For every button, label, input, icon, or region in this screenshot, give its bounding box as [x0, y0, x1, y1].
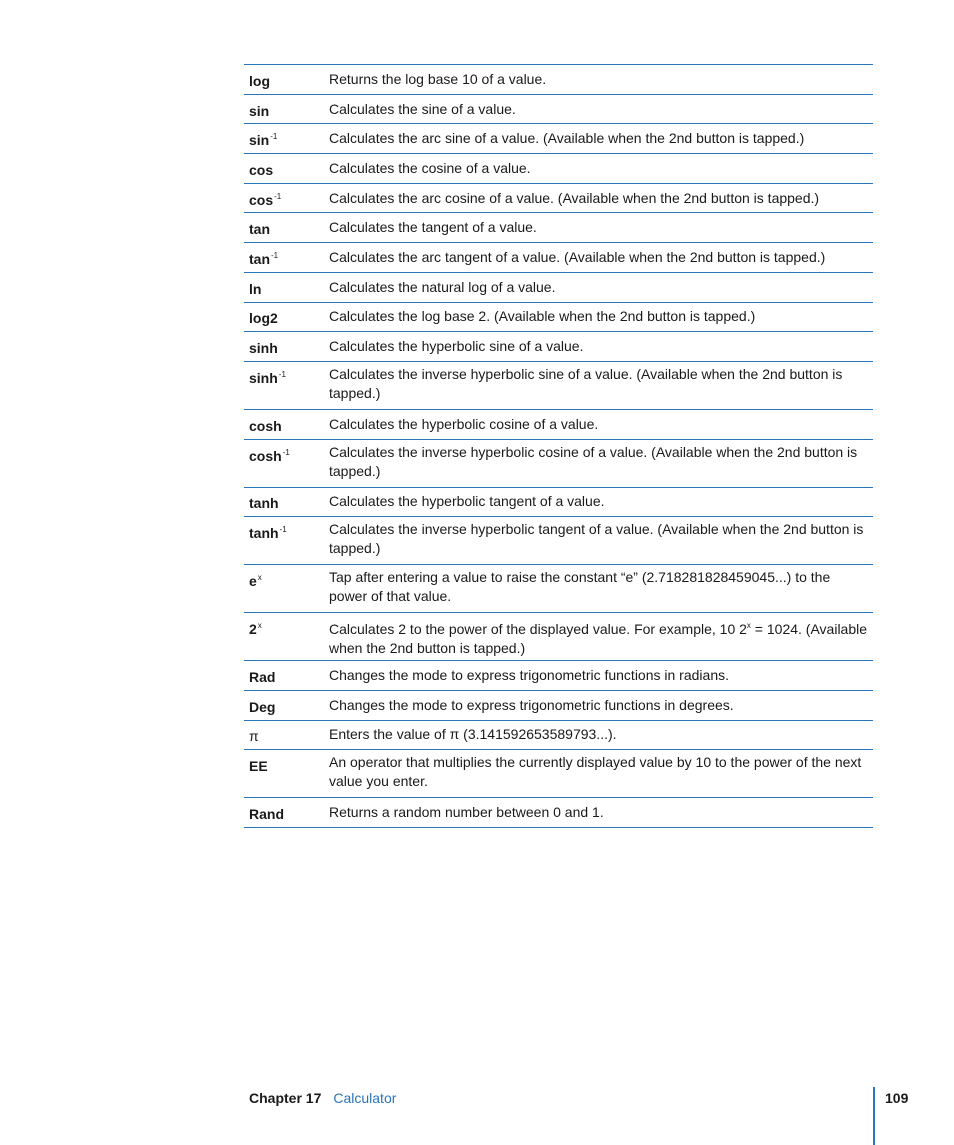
- function-key: 2$^x$: [249, 621, 262, 638]
- function-description: Calculates the cosine of a value.: [329, 159, 531, 176]
- function-description: Calculates the arc sine of a value. (Available when the 2nd button is tapped.): [329, 130, 805, 147]
- function-description: Changes the mode to express trigonometric functions in degrees.: [329, 696, 734, 713]
- table-row: [244, 613, 873, 661]
- function-key: tanh: [249, 495, 279, 512]
- function-key: log: [249, 72, 270, 89]
- page-number: 109: [885, 1090, 909, 1106]
- table-row: [244, 798, 873, 828]
- function-key: cosh: [249, 417, 282, 434]
- function-key: $e^x$: [249, 573, 262, 590]
- function-key: ln: [249, 280, 262, 297]
- function-description: Enters the value of π (3.141592653589793...).: [329, 726, 617, 743]
- function-description: Returns a random number between 0 and 1.: [329, 804, 604, 821]
- page-number-rule: [873, 1087, 875, 1145]
- page-footer: [249, 1089, 396, 1107]
- function-description: Calculates the tangent of a value.: [329, 219, 537, 236]
- table-row: [244, 750, 873, 798]
- function-key: $\tan^{-1}$: [249, 250, 279, 267]
- table-row: [244, 184, 873, 214]
- function-description: Tap after entering a value to raise the constant “e” (2.718281828459045...) to the power of that value.: [329, 569, 831, 605]
- table-row: [244, 303, 873, 333]
- table-row: [244, 517, 873, 565]
- function-description: Calculates the hyperbolic sine of a value.: [329, 338, 584, 355]
- function-description: Calculates the arc cosine of a value. (Available when the 2nd button is tapped.): [329, 189, 820, 206]
- table-row: [244, 488, 873, 518]
- function-description: Calculates the hyperbolic cosine of a value.: [329, 415, 599, 432]
- function-key: $\sinh^{-1}$: [249, 369, 286, 386]
- table-row: [244, 273, 873, 303]
- function-description: Calculates the log base 2. (Available when the 2nd button is tapped.): [329, 308, 756, 325]
- function-description: Calculates the inverse hyperbolic cosine of a value. (Available when the 2nd button is tapped.): [329, 443, 858, 479]
- function-key: tan: [249, 221, 270, 238]
- table-row: [244, 565, 873, 613]
- function-description: Calculates the hyperbolic tangent of a value.: [329, 493, 605, 510]
- table-row: [244, 95, 873, 125]
- function-key: EE: [249, 758, 268, 775]
- function-description: Returns the log base 10 of a value.: [329, 70, 547, 87]
- table-row: [244, 124, 873, 154]
- function-description: An operator that multiplies the currently displayed value by 10 to the power of the next value you enter.: [329, 754, 862, 790]
- function-description: Changes the mode to express trigonometric functions in radians.: [329, 667, 729, 684]
- table-row: [244, 154, 873, 184]
- table-row: [244, 213, 873, 243]
- function-description: Calculates the natural log of a value.: [329, 278, 556, 295]
- table-row: [244, 362, 873, 410]
- function-key: cos: [249, 161, 274, 178]
- function-key: π: [249, 728, 259, 745]
- function-key: $\cosh^{-1}$: [249, 447, 290, 464]
- table-row: [244, 65, 873, 95]
- function-description: Calculates the arc tangent of a value. (Available when the 2nd button is tapped.): [329, 248, 826, 265]
- function-key: $\cos^{-1}$: [249, 191, 282, 208]
- function-key: $\tanh^{-1}$: [249, 525, 287, 542]
- table-row: [244, 243, 873, 273]
- table-row: [244, 691, 873, 721]
- function-key: Deg: [249, 698, 276, 715]
- function-key: log2: [249, 310, 278, 327]
- chapter-title-link[interactable]: Calculator: [333, 1090, 397, 1106]
- table-row: [244, 721, 873, 751]
- table-row: [244, 332, 873, 362]
- table-row: [244, 410, 873, 440]
- function-key: $\sin^{-1}$: [249, 132, 278, 149]
- function-key: Rand: [249, 806, 284, 823]
- function-description: Calculates the sine of a value.: [329, 100, 516, 117]
- function-key: Rad: [249, 669, 276, 686]
- function-description: Calculates 2 to the power of the displayed value. For example, 10 $2^x = 1024$. (Available when the 2nd button is tapped.): [329, 621, 868, 657]
- function-key: sin: [249, 102, 270, 119]
- chapter-label: Chapter 17: [249, 1090, 322, 1106]
- function-description: Calculates the inverse hyperbolic tangent of a value. (Available when the 2nd button is tapped.): [329, 521, 864, 557]
- function-table: [244, 64, 873, 828]
- table-row: [244, 661, 873, 691]
- table-row: [244, 440, 873, 488]
- function-key: sinh: [249, 340, 278, 357]
- function-description: Calculates the inverse hyperbolic sine of a value. (Available when the 2nd button is tapped.): [329, 365, 843, 401]
